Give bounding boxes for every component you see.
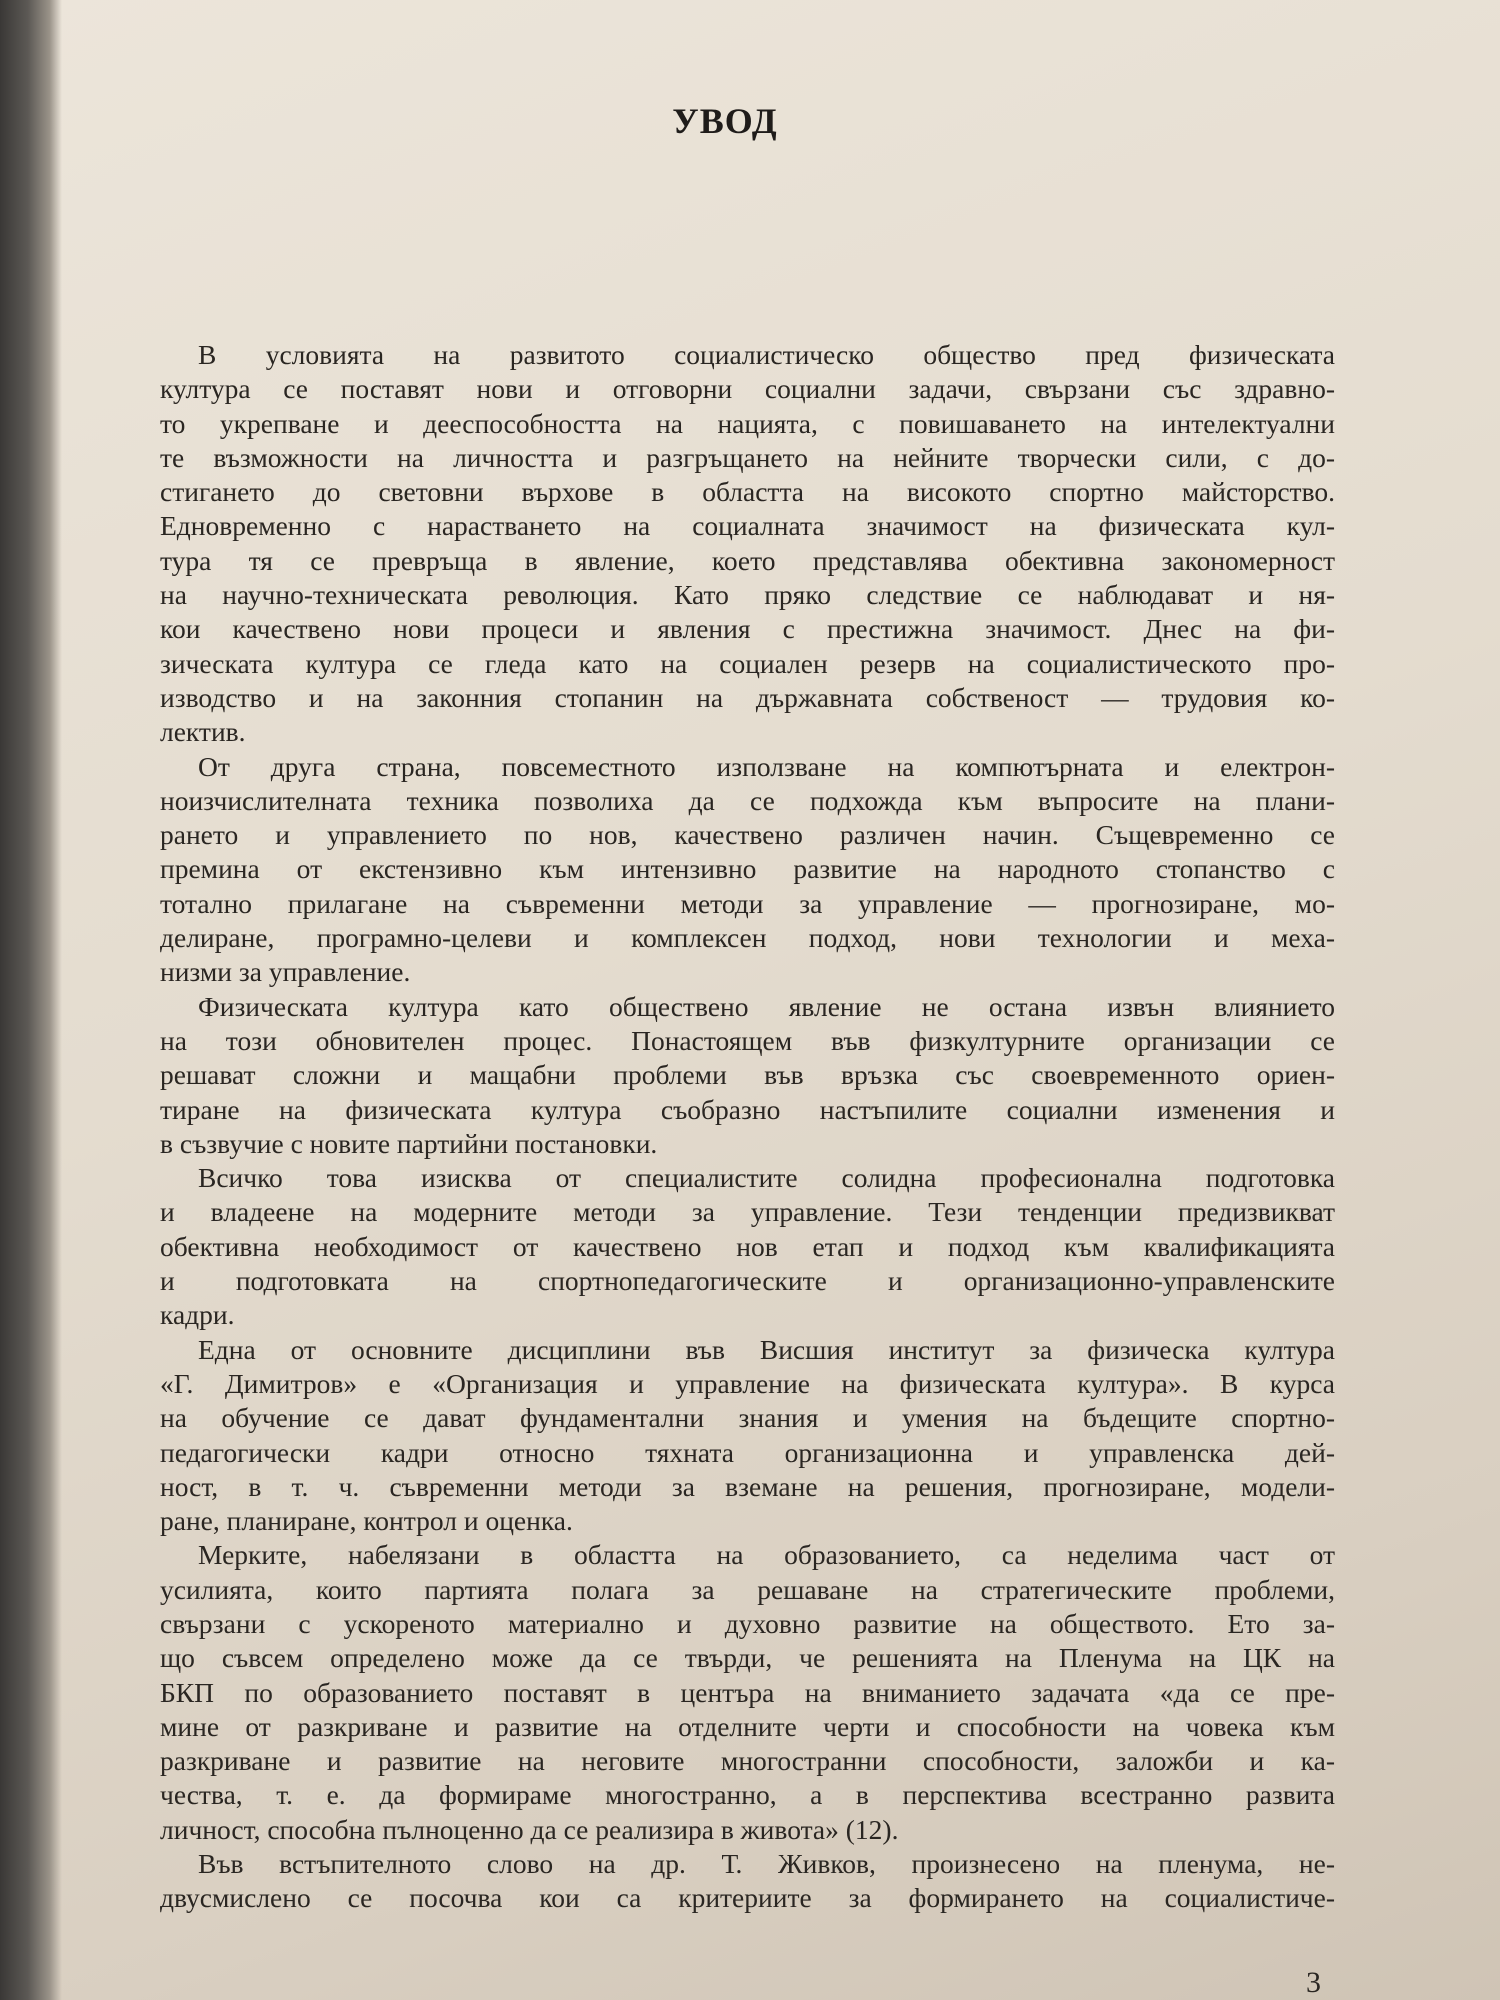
- text-line: чества, т. е. да формираме многостранно, а в перспектива всестранно развита: [160, 1779, 1335, 1811]
- text-line: БКП по образованието поставят в центъра на вниманието задачата «да се пре-: [160, 1676, 1335, 1708]
- text-line: «Г. Димитров» е «Организация и управление на физическата култура». В курса: [160, 1367, 1335, 1399]
- text-line: на този обновителен процес. Понастоящем във физкултурните организации се: [160, 1024, 1335, 1056]
- text-line: ране, планиране, контрол и оценка.: [160, 1505, 573, 1537]
- text-line: изводство и на законния стопанин на държавната собственост — трудовия ко-: [160, 681, 1335, 713]
- text-line: разкриване и развитие на неговите многостранни способности, заложби и ка-: [160, 1745, 1335, 1777]
- text-line: премина от екстензивно към интензивно развитие на народното стопанство с: [160, 853, 1335, 885]
- text-line: педагогически кадри относно тяхната организационна и управленска дей-: [160, 1436, 1335, 1468]
- text-line: ноизчислителната техника позволиха да се подхожда към въпросите на плани-: [160, 784, 1335, 816]
- text-line: на научно-техническата революция. Като пряко следствие се наблюдават и ня-: [160, 579, 1335, 611]
- chapter-title: УВОД: [672, 101, 778, 141]
- text-line: свързани с ускореното материално и духовно развитие на обществото. Ето за-: [160, 1607, 1335, 1639]
- paragraph: [160, 1847, 1335, 1916]
- paragraph: [160, 750, 1335, 990]
- text-line: В условията на развитото социалистическо общество пред физическата: [198, 339, 1335, 370]
- text-line: те възможности на личността и разгръщането на нейните творчески сили, с до-: [160, 441, 1335, 473]
- text-line: то укрепване и дееспособността на нацията, с повишаването на интелектуални: [160, 407, 1335, 439]
- text-line: в съзвучие с новите партийни постановки.: [160, 1127, 658, 1159]
- text-line: низми за управление.: [160, 956, 411, 988]
- text-line: култура се поставят нови и отговорни социални задачи, свързани със здравно-: [160, 373, 1335, 405]
- text-line: тура тя се превръща в явление, което представлява обективна закономерност: [160, 544, 1335, 576]
- text-line: ност, в т. ч. съвременни методи за вземане на решения, прогнозиране, модели-: [160, 1470, 1335, 1502]
- paragraph: [160, 1333, 1335, 1539]
- paragraph: [160, 338, 1335, 750]
- paragraph: [160, 1161, 1335, 1332]
- book-binding-shadow: [0, 0, 62, 2000]
- text-line: двусмислено се посочва кои са критериите за формирането на социалистиче-: [160, 1882, 1335, 1914]
- text-line: лектив.: [160, 716, 246, 748]
- text-line: Мерките, набелязани в областта на образованието, са неделима част от: [198, 1539, 1335, 1571]
- text-line: зическата култура се гледа като на социален резерв на социалистическото про-: [160, 647, 1335, 679]
- text-line: Във встъпителното слово на др. Т. Живков, произнесено на пленума, не-: [198, 1848, 1335, 1880]
- page-number: 3: [1306, 1966, 1321, 1999]
- text-line: стигането до световни върхове в областта на високото спортно майсторство.: [160, 476, 1335, 508]
- text-line: на обучение се дават фундаментални знания и умения на бъдещите спортно-: [160, 1402, 1335, 1434]
- text-line: делиране, програмно-целеви и комплексен подход, нови технологии и меха-: [160, 922, 1335, 954]
- paragraph: [160, 990, 1335, 1161]
- text-line: Физическата култура като обществено явление не остана извън влиянието: [198, 990, 1335, 1022]
- text-line: тиране на физическата култура съобразно настъпилите социални изменения и: [160, 1093, 1335, 1125]
- text-line: що съвсем определено може да се твърди, че решенията на Пленума на ЦК на: [160, 1642, 1335, 1674]
- paragraph: [160, 1538, 1335, 1847]
- text-line: решават сложни и мащабни проблеми във връзка със своевременното ориен-: [160, 1059, 1335, 1091]
- text-line: и владеене на модерните методи за управление. Тези тенденции предизвикват: [160, 1196, 1335, 1228]
- body-text: [160, 338, 1335, 1916]
- text-line: рането и управлението по нов, качествено различен начин. Същевременно се: [160, 819, 1335, 851]
- text-line: От друга страна, повсеместното използване на компютърната и електрон-: [198, 750, 1335, 782]
- text-line: Една от основните дисциплини във Висшия институт за физическа култура: [198, 1333, 1335, 1365]
- text-line: усилията, които партията полага за решаване на стратегическите проблеми,: [160, 1573, 1335, 1605]
- text-line: мине от разкриване и развитие на отделните черти и способности на човека към: [160, 1710, 1335, 1742]
- text-line: кадри.: [160, 1299, 235, 1331]
- text-line: Едновременно с нарастването на социалната значимост на физическата кул-: [160, 510, 1335, 542]
- text-line: кои качествено нови процеси и явления с престижна значимост. Днес на фи-: [160, 613, 1335, 645]
- text-line: тотално прилагане на съвременни методи за управление — прогнозиране, мо-: [160, 887, 1335, 919]
- text-line: Всичко това изисква от специалистите солидна професионална подготовка: [198, 1162, 1335, 1194]
- text-line: личност, способна пълноценно да се реализира в живота» (12).: [160, 1813, 899, 1845]
- text-line: обективна необходимост от качествено нов етап и подход към квалификацията: [160, 1230, 1335, 1262]
- text-line: и подготовката на спортнопедагогическите и организационно-управленските: [160, 1265, 1335, 1297]
